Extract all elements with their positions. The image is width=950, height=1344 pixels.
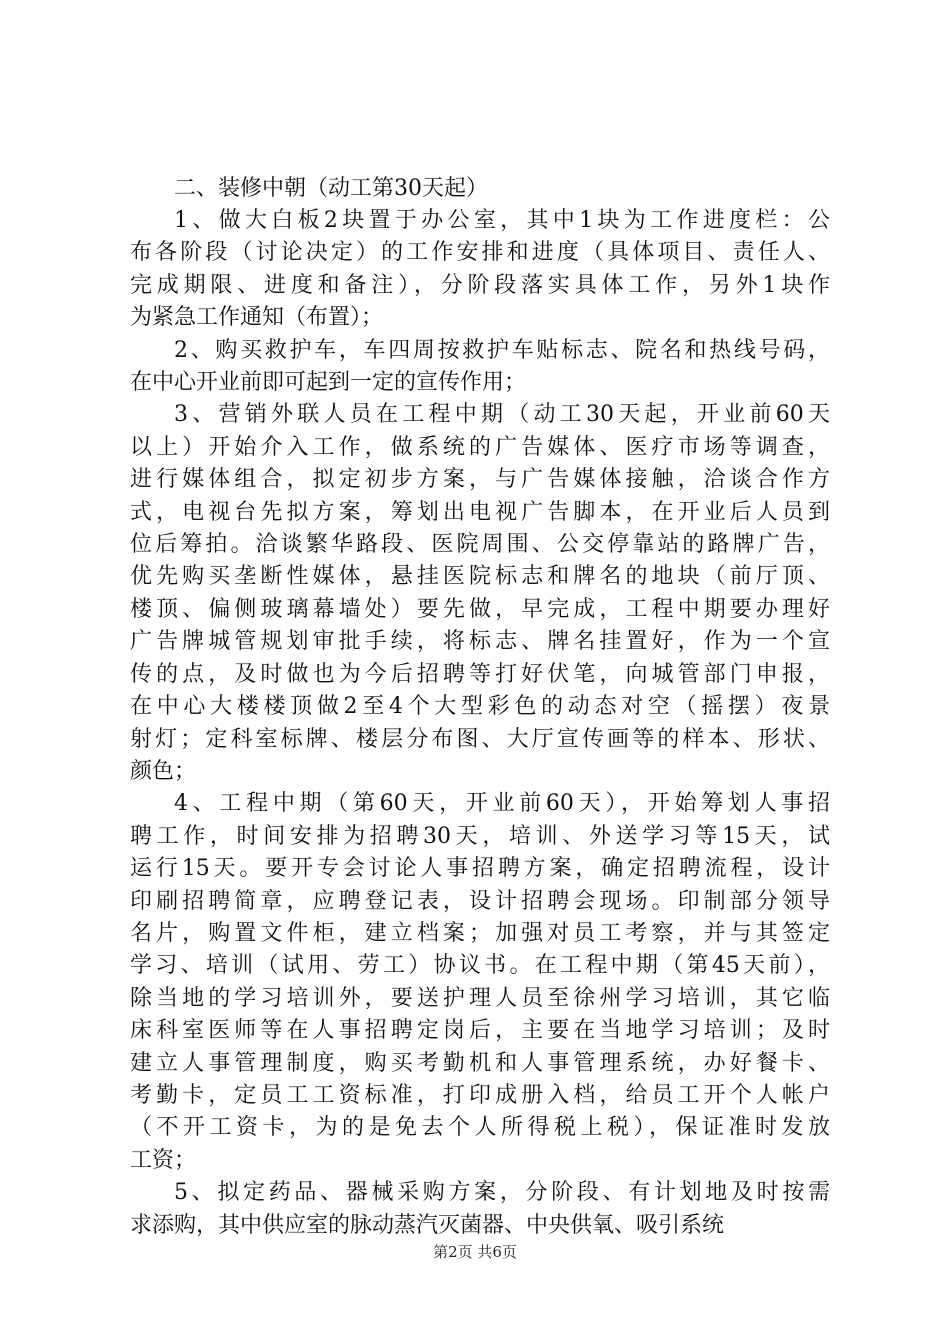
paragraph-line: 2、购买救护车，车四周按救护车贴标志、院名和热线号码， — [174, 337, 830, 363]
paragraph-line: 3、营销外联人员在工程中期（动工30天起，开业前60天 — [174, 402, 830, 428]
paragraph-line: 床科室医师等在人事招聘定岗后，主要在当地学习培训；及时 — [130, 1018, 830, 1044]
paragraph-line: 建立人事管理制度，购买考勤机和人事管理系统，办好餐卡、 — [130, 1050, 830, 1076]
paragraph-line: 求添购，其中供应室的脉动蒸汽灭菌器、中央供氧、吸引系统 — [130, 1212, 725, 1238]
paragraph-line: 除当地的学习培训外，要送护理人员至徐州学习培训，其它临 — [130, 985, 830, 1011]
paragraph-line: 学习、培训（试用、劳工）协议书。在工程中期（第45天前）， — [130, 953, 830, 979]
paragraph-line: 优先购买垄断性媒体，悬挂医院标志和牌名的地块（前厅顶、 — [130, 564, 830, 590]
paragraph-line: 以上）开始介入工作，做系统的广告媒体、医疗市场等调查， — [130, 434, 830, 460]
paragraph-line: 广告牌城管规划审批手续，将标志、牌名挂置好，作为一个宣 — [130, 629, 830, 655]
paragraph — [130, 1177, 830, 1242]
paragraph-line: 运行15天。要开专会讨论人事招聘方案，确定招聘流程，设计 — [130, 856, 830, 882]
paragraph-line: 式，电视台先拟方案，筹划出电视广告脚本，在开业后人员到 — [130, 499, 830, 525]
paragraph-line: 传的点，及时做也为今后招聘等打好伏笔，向城管部门申报， — [130, 661, 830, 687]
paragraph — [130, 335, 830, 400]
page-footer: 第2页 共6页 — [433, 1243, 517, 1261]
paragraph-line: （不开工资卡，为的是免去个人所得税上税），保证准时发放 — [130, 1115, 830, 1141]
section-heading: 二、装修中朝（动工第30天起） — [174, 176, 488, 201]
paragraph-line: 在中心开业前即可起到一定的宣传作用； — [130, 370, 527, 396]
paragraph-line: 4、工程中期（第60天，开业前60天），开始筹划人事招 — [174, 791, 830, 817]
paragraph-line: 名片，购置文件柜，建立档案；加强对员工考察，并与其签定 — [130, 920, 830, 946]
paragraph-line: 在中心大楼楼顶做2至4个大型彩色的动态对空（摇摆）夜景 — [130, 694, 830, 720]
paragraph-line: 位后筹拍。洽谈繁华路段、医院周围、公交停靠站的路牌广告， — [130, 532, 830, 558]
paragraph — [130, 399, 830, 788]
paragraph-line: 完成期限、进度和备注），分阶段落实具体工作，另外1块作 — [130, 272, 830, 298]
paragraph-line: 聘工作，时间安排为招聘30天，培训、外送学习等15天，试 — [130, 823, 830, 849]
paragraph-line: 为紧急工作通知（布置）； — [130, 305, 384, 331]
paragraph-line: 楼顶、偏侧玻璃幕墙处）要先做，早完成，工程中期要办理好 — [130, 596, 830, 622]
paragraph-line: 1、做大白板2块置于办公室，其中1块为工作进度栏：公 — [174, 208, 830, 233]
paragraph-line: 颜色； — [130, 758, 197, 784]
document-body — [130, 172, 830, 1242]
paragraph — [130, 205, 830, 335]
paragraph-line: 印刷招聘简章，应聘登记表，设计招聘会现场。印制部分领导 — [130, 888, 830, 914]
paragraph — [130, 788, 830, 1177]
paragraph-line: 考勤卡，定员工工资标准，打印成册入档，给员工开个人帐户 — [130, 1082, 830, 1108]
paragraph-line: 工资； — [130, 1147, 197, 1173]
paragraph-line: 射灯；定科室标牌、楼层分布图、大厅宣传画等的样本、形状、 — [130, 726, 830, 752]
paragraph-line: 5、拟定药品、器械采购方案，分阶段、有计划地及时按需 — [174, 1180, 830, 1206]
paragraph-line: 布各阶段（讨论决定）的工作安排和进度（具体项目、责任人、 — [130, 240, 830, 266]
paragraph-line: 进行媒体组合，拟定初步方案，与广告媒体接触，洽谈合作方 — [130, 467, 830, 493]
paragraph-list — [130, 205, 830, 1242]
